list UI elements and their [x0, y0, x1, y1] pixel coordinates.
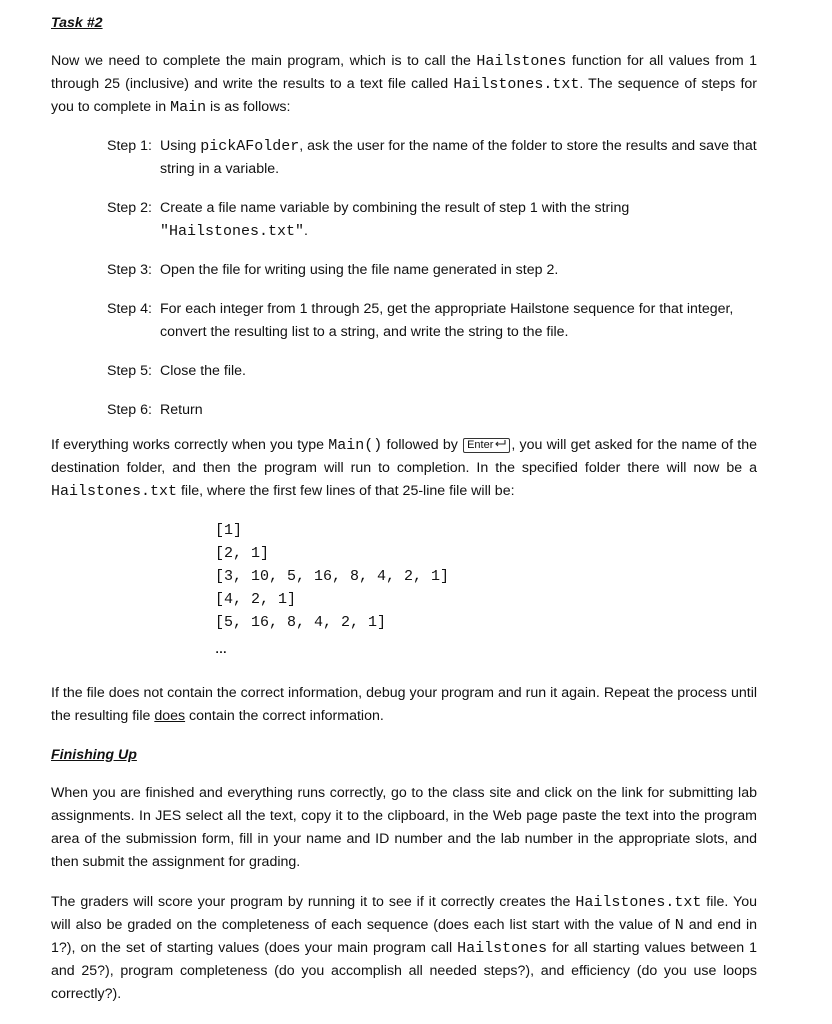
output-ellipsis: … — [215, 642, 227, 656]
step-label: Step 3: — [107, 262, 152, 278]
intro-text-3: . The sequence of steps for you to complete in — [51, 76, 757, 115]
step-text: Return — [160, 402, 203, 418]
step-4 — [107, 298, 757, 344]
run-text-1: If everything works correctly when you type — [51, 437, 329, 453]
graders-text-2: file. You will also be graded on the completeness of each sequence (does each list start with the value of — [51, 894, 757, 933]
finishing-paragraph: When you are finished and everything runs correctly, go to the class site and click on the link for submitting lab assignments. In JES select all the text, copy it to the clipboard, in the Web page paste the text into the program area of the submission form, fill in your name and ID number and the lab number in the appropriate slots, and then submit the assignment for grading. — [51, 785, 757, 870]
intro-text-2: function for all values from 1 through 25 (inclusive) and write the results to a text file called — [51, 53, 758, 92]
step-2 — [107, 197, 757, 243]
intro-code-main: Main — [170, 99, 207, 116]
step-label: Step 2: — [107, 200, 152, 216]
steps-list — [107, 135, 757, 422]
intro-paragraph — [51, 50, 757, 119]
output-line: [2, 1] — [215, 545, 270, 562]
debug-text-2: contain the correct information. — [185, 708, 384, 724]
debug-underlined-does: does — [154, 708, 186, 724]
graders-text-4: for all starting values between 1 and 25?), program completeness (do you accomplish all needed steps?), and efficiency (do you use loops correctly?). — [51, 940, 757, 1002]
step-text: Close the file. — [160, 363, 246, 379]
step-text-post: , ask the user for the name of the folder to store the results and save that string in a variable. — [160, 138, 757, 177]
step-label: Step 4: — [107, 301, 152, 317]
output-line: [3, 10, 5, 16, 8, 4, 2, 1] — [215, 568, 450, 585]
output-line: [5, 16, 8, 4, 2, 1] — [215, 614, 387, 631]
step-label: Step 1: — [107, 138, 152, 154]
debug-text-1: If the file does not contain the correct information, debug your program and run it again. Repeat the process until the resulting file — [51, 685, 757, 724]
intro-text-1: Now we need to complete the main program, which is to call the — [51, 53, 477, 69]
intro-code-filename: Hailstones.txt — [453, 76, 580, 93]
run-text-3: , you will get asked for the name of the destination folder, and then the program will run to completion. In the specified folder there will now be a — [51, 437, 757, 476]
step-text-post: . — [304, 223, 308, 239]
step-1 — [107, 135, 757, 181]
intro-text-4: is as follows: — [206, 99, 291, 115]
step-text — [160, 197, 757, 243]
step-text — [160, 135, 757, 181]
run-code-main: Main() — [328, 437, 383, 454]
step-text-pre: Using — [160, 138, 201, 154]
run-text-4: file, where the first few lines of that 25-line file will be: — [177, 483, 515, 499]
enter-key — [463, 438, 510, 453]
step-6 — [107, 399, 757, 422]
step-text: Open the file for writing using the file name generated in step 2. — [160, 262, 559, 278]
step-5 — [107, 360, 757, 383]
step-3 — [107, 259, 757, 282]
enter-key-label: Enter — [467, 439, 494, 451]
step-label: Step 5: — [107, 363, 152, 379]
step-code: pickAFolder — [200, 138, 300, 155]
output-line: [1] — [215, 522, 243, 539]
file-output-sample — [215, 519, 757, 660]
step-text-pre: Create a file name variable by combining the result of step 1 with the string — [160, 200, 630, 216]
graders-paragraph — [51, 891, 757, 1006]
step-text: For each integer from 1 through 25, get the appropriate Hailstone sequence for that integer, convert the resulting list to a string, and write the string to the file. — [160, 301, 734, 340]
step-code: "Hailstones.txt" — [160, 223, 305, 240]
return-arrow-icon — [494, 440, 506, 448]
run-paragraph — [51, 434, 757, 503]
output-line: [4, 2, 1] — [215, 591, 297, 608]
graders-code-filename: Hailstones.txt — [575, 894, 702, 911]
graders-code-n: N — [674, 917, 684, 934]
task-heading: Task #2 — [51, 15, 103, 31]
graders-text-1: The graders will score your program by running it to see if it correctly creates the — [51, 894, 576, 910]
intro-code-hailstones: Hailstones — [476, 53, 567, 70]
graders-text-3: and end in 1?), on the set of starting values (does your main program call — [51, 917, 757, 956]
finishing-heading: Finishing Up — [51, 747, 137, 763]
run-text-2: followed by — [382, 437, 463, 453]
document-page — [51, 12, 757, 1006]
step-label: Step 6: — [107, 402, 152, 418]
run-code-filename: Hailstones.txt — [51, 483, 178, 500]
graders-code-hailstones: Hailstones — [457, 940, 548, 957]
debug-paragraph — [51, 682, 757, 728]
